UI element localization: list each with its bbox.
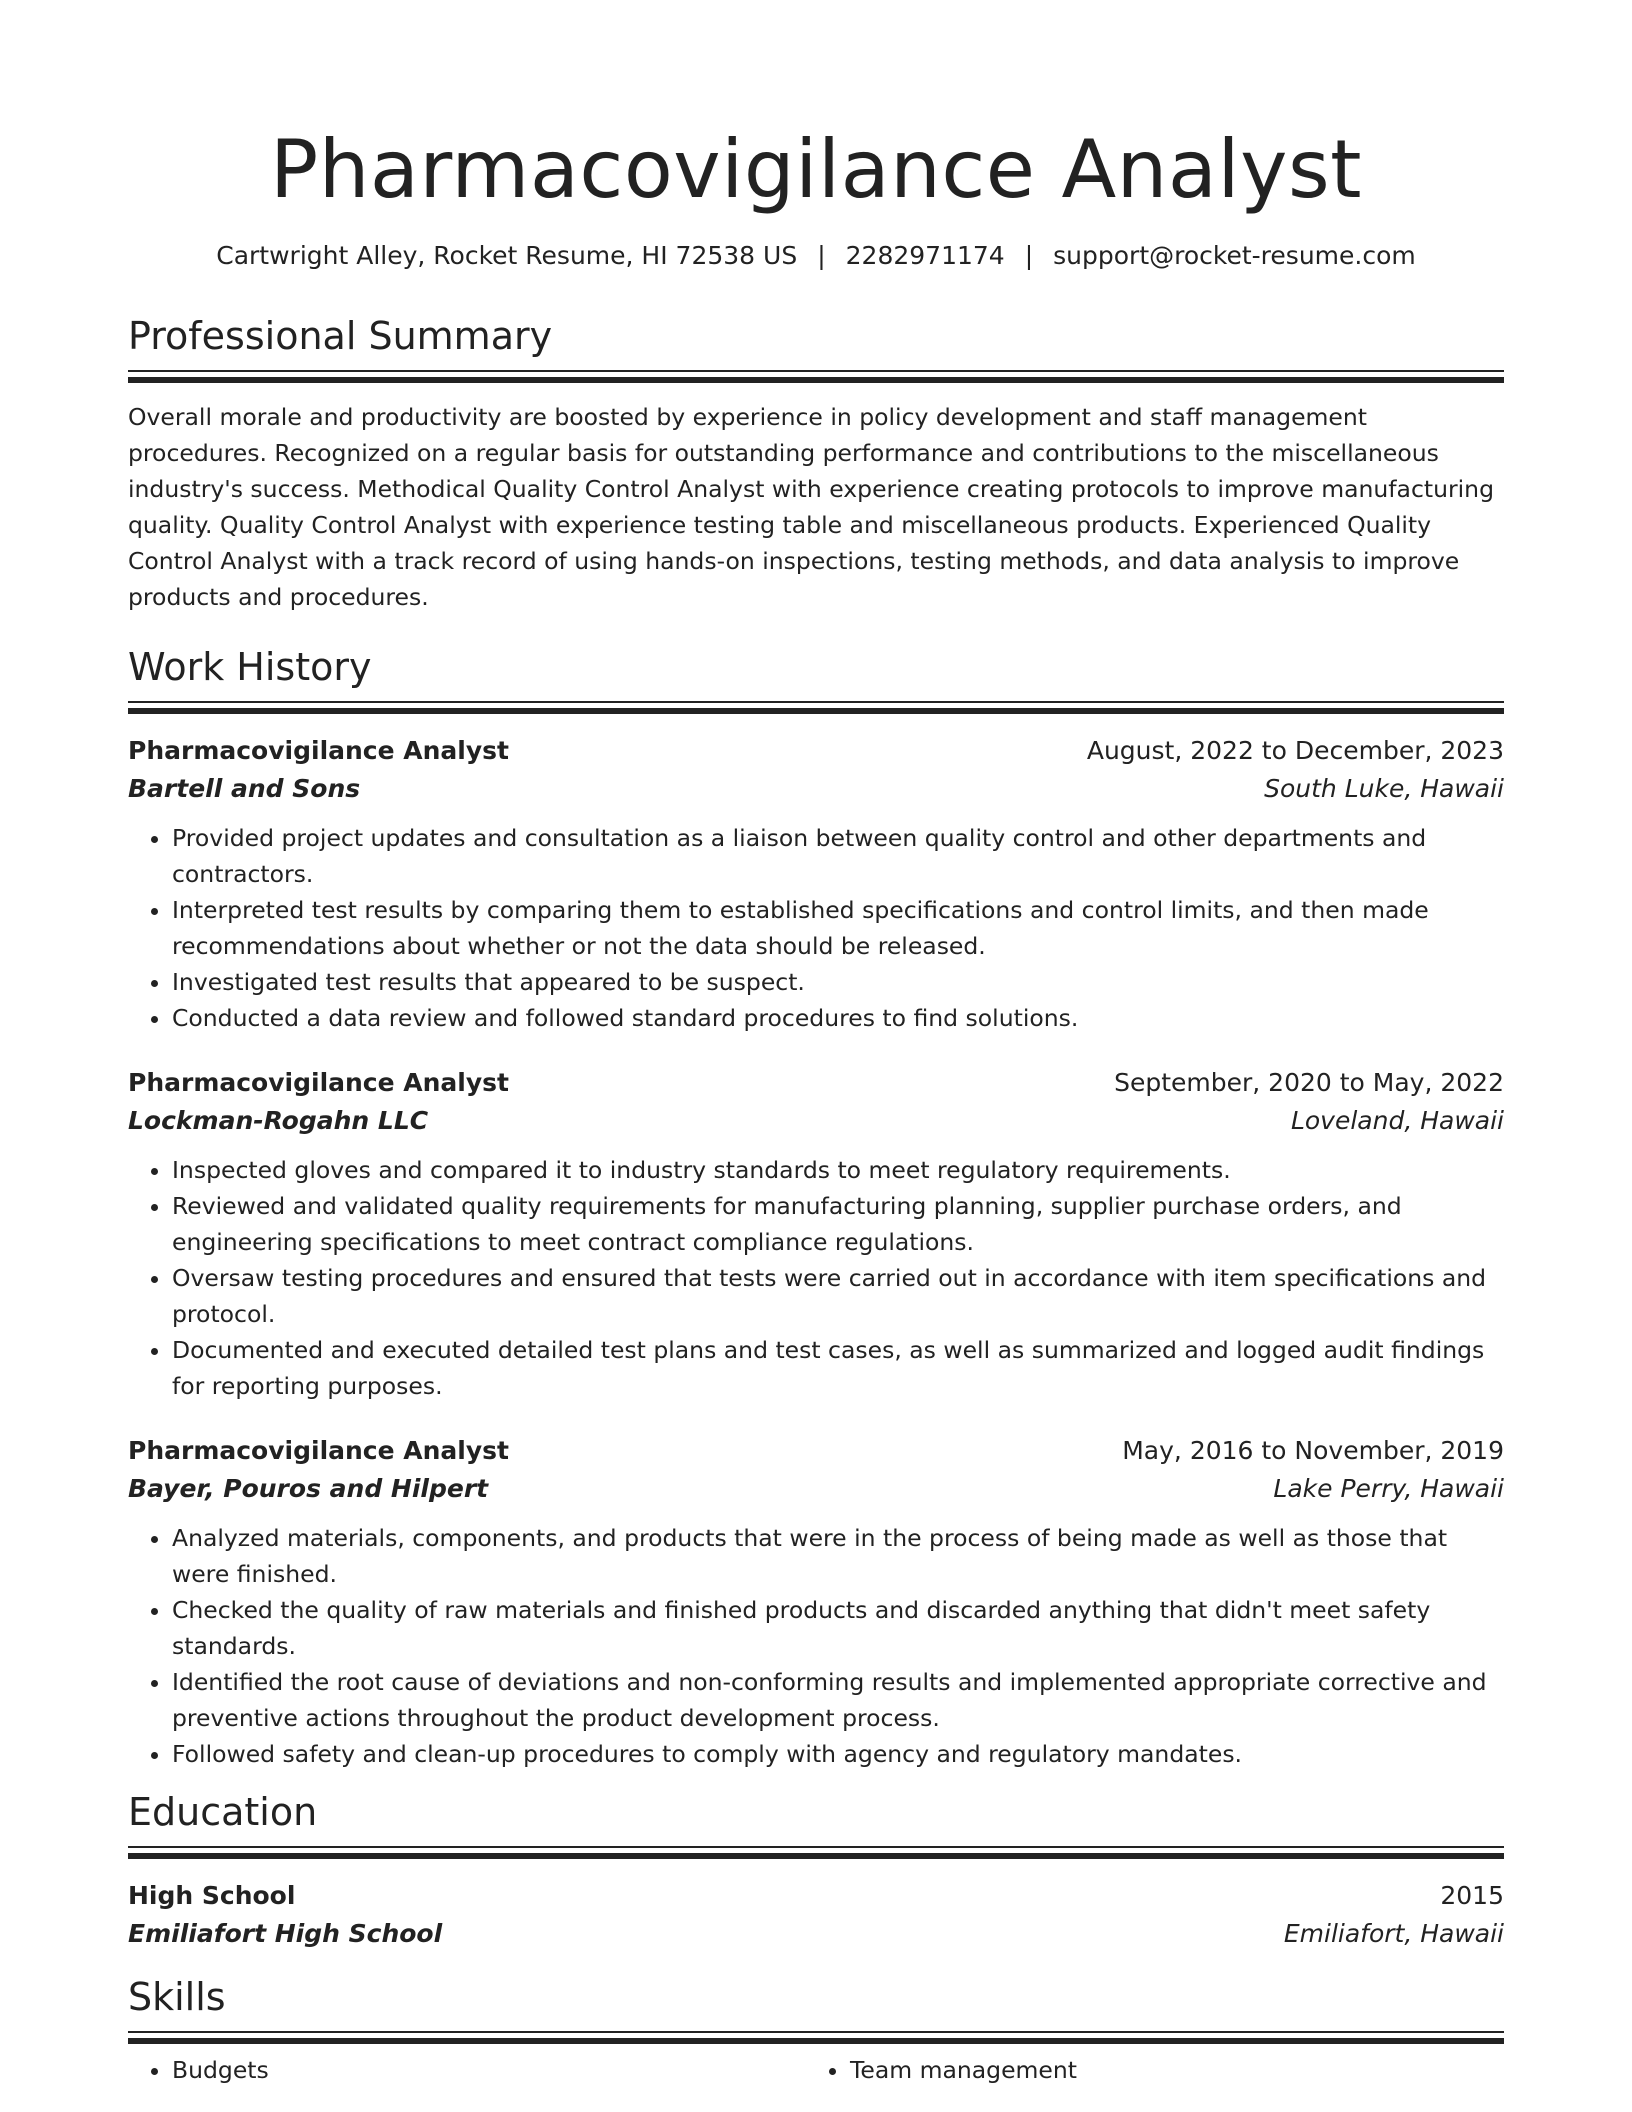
- section-rule-thick: [128, 708, 1504, 714]
- skills-list-right: [806, 2052, 1484, 2088]
- list-item: • Reviewed and validated quality requirements for manufacturing planning, supplier purchase orders, and engineering specifications to meet contract compliance regulations.: [172, 1188, 1504, 1260]
- section-rule: [128, 701, 1504, 703]
- list-item: • Followed safety and clean-up procedures to comply with agency and regulatory mandates.: [172, 1736, 1504, 1772]
- education-degree: High School: [128, 1881, 296, 1910]
- education-section: [128, 1788, 1504, 1953]
- list-item: • Inspected gloves and compared it to industry standards to meet regulatory requirements.: [172, 1152, 1504, 1188]
- education-entry: [128, 1877, 1504, 1953]
- job-location: South Luke, Hawaii: [1264, 774, 1504, 803]
- job-title: Pharmacovigilance Analyst: [128, 1436, 509, 1465]
- section-rule-thick: [128, 1853, 1504, 1859]
- job-title: Pharmacovigilance Analyst: [128, 736, 509, 765]
- list-item: • Conducted a data review and followed standard procedures to find solutions.: [172, 1000, 1504, 1036]
- job-bullets: [128, 1520, 1504, 1772]
- job-company: Lockman-Rogahn LLC: [128, 1106, 429, 1135]
- section-rule: [128, 1846, 1504, 1848]
- list-item: • Interpreted test results by comparing them to established specifications and control limits, and then made recommendations about whether or not the data should be released.: [172, 892, 1504, 964]
- summary-section: [128, 312, 1504, 615]
- skill-item: • Budgets: [172, 2052, 806, 2088]
- skills-section: [128, 1973, 1504, 2088]
- contact-email: support@rocket-resume.com: [1053, 241, 1416, 270]
- section-heading-summary: Professional Summary: [128, 314, 553, 358]
- skills-columns: [128, 2044, 1504, 2088]
- list-item: • Provided project updates and consultation as a liaison between quality control and other departments and contractors.: [172, 820, 1504, 892]
- job-company: Bayer, Pouros and Hilpert: [128, 1474, 489, 1503]
- job-dates: September, 2020 to May, 2022: [1114, 1068, 1504, 1097]
- job-company: Bartell and Sons: [128, 774, 361, 803]
- job-dates: May, 2016 to November, 2019: [1122, 1436, 1504, 1465]
- contact-phone: 2282971174: [845, 241, 1005, 270]
- job-bullets: [128, 1152, 1504, 1404]
- skill-item: • Team management: [850, 2052, 1484, 2088]
- list-item: • Analyzed materials, components, and products that were in the process of being made as well as those that were finished.: [172, 1520, 1504, 1592]
- job-bullets: [128, 820, 1504, 1036]
- contact-separator: |: [1024, 241, 1034, 270]
- work-history-section: [128, 643, 1504, 1772]
- resume-page: [128, 0, 1504, 2112]
- summary-text: Overall morale and productivity are boosted by experience in policy development and staff management procedures. Recognized on a regular basis for outstanding performance and contributions to the miscellaneous industry's success. Methodical Quality Control Analyst with experience creating protocols to improve manufacturing quality. Quality Control Analyst with experience testing table and miscellaneous products. Experienced Quality Control Analyst with a track record of using hands-on inspections, testing methods, and data analysis to improve products and procedures.: [128, 403, 1494, 611]
- section-rule: [128, 370, 1504, 372]
- education-school: Emiliafort High School: [128, 1919, 443, 1948]
- education-year: 2015: [1440, 1881, 1504, 1910]
- job-title: Pharmacovigilance Analyst: [128, 1068, 509, 1097]
- job-entry: [128, 732, 1504, 1036]
- skills-list-left: [128, 2052, 806, 2088]
- section-heading-work: Work History: [128, 645, 372, 689]
- resume-name: Pharmacovigilance Analyst: [269, 123, 1363, 216]
- list-item: • Identified the root cause of deviations and non-conforming results and implemented appropriate corrective and preventive actions throughout the product development process.: [172, 1664, 1504, 1736]
- contact-separator: |: [817, 241, 826, 270]
- job-location: Loveland, Hawaii: [1290, 1106, 1504, 1135]
- section-rule: [128, 2031, 1504, 2033]
- job-location: Lake Perry, Hawaii: [1273, 1474, 1504, 1503]
- section-heading-skills: Skills: [128, 1975, 226, 2019]
- list-item: • Investigated test results that appeared to be suspect.: [172, 964, 1504, 1000]
- job-entry: [128, 1432, 1504, 1772]
- section-rule-thick: [128, 377, 1504, 383]
- list-item: • Checked the quality of raw materials and finished products and discarded anything that didn't meet safety standards.: [172, 1592, 1504, 1664]
- job-entry: [128, 1064, 1504, 1404]
- section-heading-education: Education: [128, 1790, 318, 1834]
- list-item: • Documented and executed detailed test plans and test cases, as well as summarized and logged audit findings for reporting purposes.: [172, 1332, 1504, 1404]
- job-dates: August, 2022 to December, 2023: [1086, 736, 1504, 765]
- contact-address: Cartwright Alley, Rocket Resume, HI 72538 US: [216, 241, 798, 270]
- list-item: • Oversaw testing procedures and ensured that tests were carried out in accordance with item specifications and protocol.: [172, 1260, 1504, 1332]
- education-location: Emiliafort, Hawaii: [1283, 1919, 1504, 1948]
- contact-line: [128, 238, 1504, 274]
